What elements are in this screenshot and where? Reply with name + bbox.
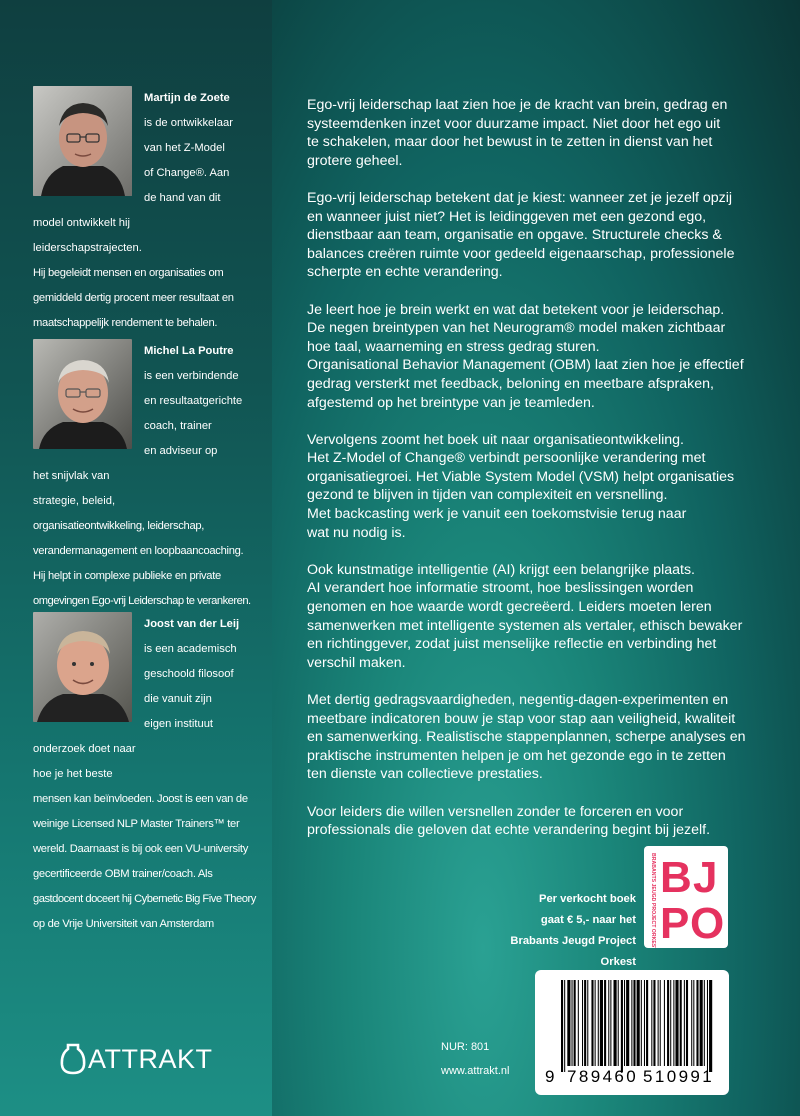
blurb-paragraph: Ego-vrij leiderschap laat zien hoe je de kracht van brein, gedrag en systeemdenken inzet voor duurzame impact. Niet door het ego uit te schakelen, maar door het bewust in te zetten in dienst van het grotere geheel.: [307, 97, 728, 169]
back-cover-blurb: [307, 96, 775, 858]
author-bio-line: weinige Licensed NLP Master Trainers™ ter: [33, 818, 240, 830]
barcode-digit-prefix: 9: [545, 1067, 555, 1086]
donation-line: Brabants Jeugd Project Orkest: [510, 935, 636, 968]
blurb-paragraph: Ego-vrij leiderschap betekent dat je kiest: wanneer zet je jezelf opzij en wanneer juist niet? Het is leidinggeven met een gezond ego, dienstbaar aan team, organisatie en opgave. Structurele checks & balances creëren ruimte voor gedeeld eigenaarschap, professionele scherpte en echte verandering.: [307, 189, 735, 281]
author-bio-line: hoe je het beste: [33, 768, 113, 780]
attrakt-vase-icon: [60, 1043, 86, 1075]
bjpo-letter: B: [660, 853, 692, 902]
publisher-name: ATTRAKT: [88, 1043, 213, 1074]
author-bio-line: coach, trainer: [144, 420, 212, 432]
author-bio-line: Hij begeleidt mensen en organisaties om: [33, 267, 224, 279]
donation-note: [480, 889, 636, 973]
author-bio-line: strategie, beleid,: [33, 495, 116, 507]
isbn-barcode: [535, 970, 729, 1095]
author-name: Joost van der Leij: [144, 618, 240, 630]
author-bio-line: van het Z-Model: [144, 142, 225, 154]
bjpo-logo: [644, 846, 728, 948]
blurb-paragraph: Vervolgens zoomt het boek uit naar organisatieontwikkeling. Het Z-Model of Change® verbindt persoonlijke verandering met organisatiegroei. Het Viable System Model (VSM) helpt organisaties gezond te blijven in tijden van complexiteit en versnelling. Met backcasting werk je vanuit een toekomstvisie terug naar wat nu nodig is.: [307, 431, 735, 541]
author-bio-line: organisatieontwikkeling, leiderschap,: [33, 520, 205, 532]
bjpo-side-text: BRABANTS JEUGD PROJECT ORKEST: [650, 853, 656, 948]
barcode-digits-left: 789460: [567, 1067, 639, 1086]
author-bio-line: die vanuit zijn: [144, 693, 212, 705]
bjpo-letter: O: [690, 899, 725, 948]
author-bio-line: of Change®. Aan: [144, 167, 230, 179]
donation-line: Per verkocht boek: [538, 893, 636, 905]
publisher-logo: [60, 1043, 213, 1075]
author-martijn: [33, 86, 258, 336]
author-bio-line: eigen instituut: [144, 718, 214, 730]
author-bio-line: is de ontwikkelaar: [144, 117, 233, 129]
author-bio-line: op de Vrije Universiteit van Amsterdam: [33, 918, 214, 930]
bjpo-letter: J: [693, 853, 718, 902]
author-bio-line: geschoold filosoof: [144, 668, 234, 680]
blurb-paragraph: Ook kunstmatige intelligentie (AI) krijgt een belangrijke plaats. AI verandert hoe informatie stroomt, hoe beslissingen worden genomen en hoe waarde wordt gecreëerd. Leiders moeten leren samenwerken met intelligente systemen als vertaler, ethisch bewaker en richtinggever, zodat juist menselijke reflectie en verbinding het verschil maken.: [307, 561, 743, 671]
blurb-paragraph: Voor leiders die willen versnellen zonder te forceren en voor professionals die geloven dat echte verandering begint bij jezelf.: [307, 803, 711, 839]
publisher-url[interactable]: www.attrakt.nl: [441, 1065, 510, 1077]
author-michel: [33, 339, 258, 614]
author-bio-line: gastdocent doceert hij Cybernetic Big Five Theory: [33, 893, 256, 905]
nur-code: NUR: 801: [441, 1041, 490, 1053]
author-bio-line: wereld. Daarnaast is bij ook een VU-university: [33, 843, 249, 855]
blurb-paragraph: Je leert hoe je brein werkt en wat dat betekent voor je leiderschap. De negen breintypen van het Neurogram® model maken zichtbaar hoe taal, waarneming en stress gedrag sturen. Organisational Behavior Management (OBM) laat zien hoe je effectief gedrag versterkt met feedback, beloning en meetbare afspraken, afgestemd op het breintype van je teamleden.: [307, 301, 744, 411]
author-bio-line: gemiddeld dertig procent meer resultaat en: [33, 292, 234, 304]
author-bio-line: onderzoek doet naar: [33, 743, 136, 755]
author-name: Michel La Poutre: [144, 345, 234, 357]
author-bio-line: mensen kan beïnvloeden. Joost is een van de: [33, 793, 248, 805]
bjpo-letter: P: [660, 899, 690, 948]
blurb-paragraph: Met dertig gedragsvaardigheden, negentig-dagen-experimenten en meetbare indicatoren bouw je stap voor stap aan veiligheid, kwaliteit en samenwerking. Realistische stappenplannen, scherpe analyses en praktische instrumenten helpen je om het gezonde ego in te zetten ten dienste van collectieve prestaties.: [307, 692, 746, 783]
author-bio-line: is een academisch: [144, 643, 237, 655]
author-bio-line: Hij helpt in complexe publieke en private: [33, 570, 221, 582]
author-bio-line: gecertificeerde OBM trainer/coach. Als: [33, 868, 213, 880]
donation-line: gaat € 5,- naar het: [540, 914, 636, 926]
author-bio-line: het snijvlak van: [33, 470, 110, 482]
author-bio-line: de hand van dit: [144, 192, 221, 204]
author-photo-martijn: [33, 86, 132, 196]
author-bio-line: omgevingen Ego-vrij Leiderschap te verankeren.: [33, 595, 251, 607]
author-joost: [33, 612, 258, 937]
author-bio-line: model ontwikkelt hij: [33, 217, 131, 229]
author-name: Martijn de Zoete: [144, 92, 230, 104]
author-bio-line: leiderschapstrajecten.: [33, 242, 142, 254]
author-photo-michel: [33, 339, 132, 449]
author-photo-joost: [33, 612, 132, 722]
author-bio-line: is een verbindende: [144, 370, 239, 382]
author-bio-line: maatschappelijk rendement te behalen.: [33, 317, 218, 329]
barcode-digits-right: 510991: [643, 1067, 715, 1086]
barcode-bars: [561, 980, 712, 1072]
author-bio-line: en adviseur op: [144, 445, 218, 457]
author-bio-line: en resultaatgerichte: [144, 395, 243, 407]
author-bio-line: verandermanagement en loopbaancoaching.: [33, 545, 244, 557]
